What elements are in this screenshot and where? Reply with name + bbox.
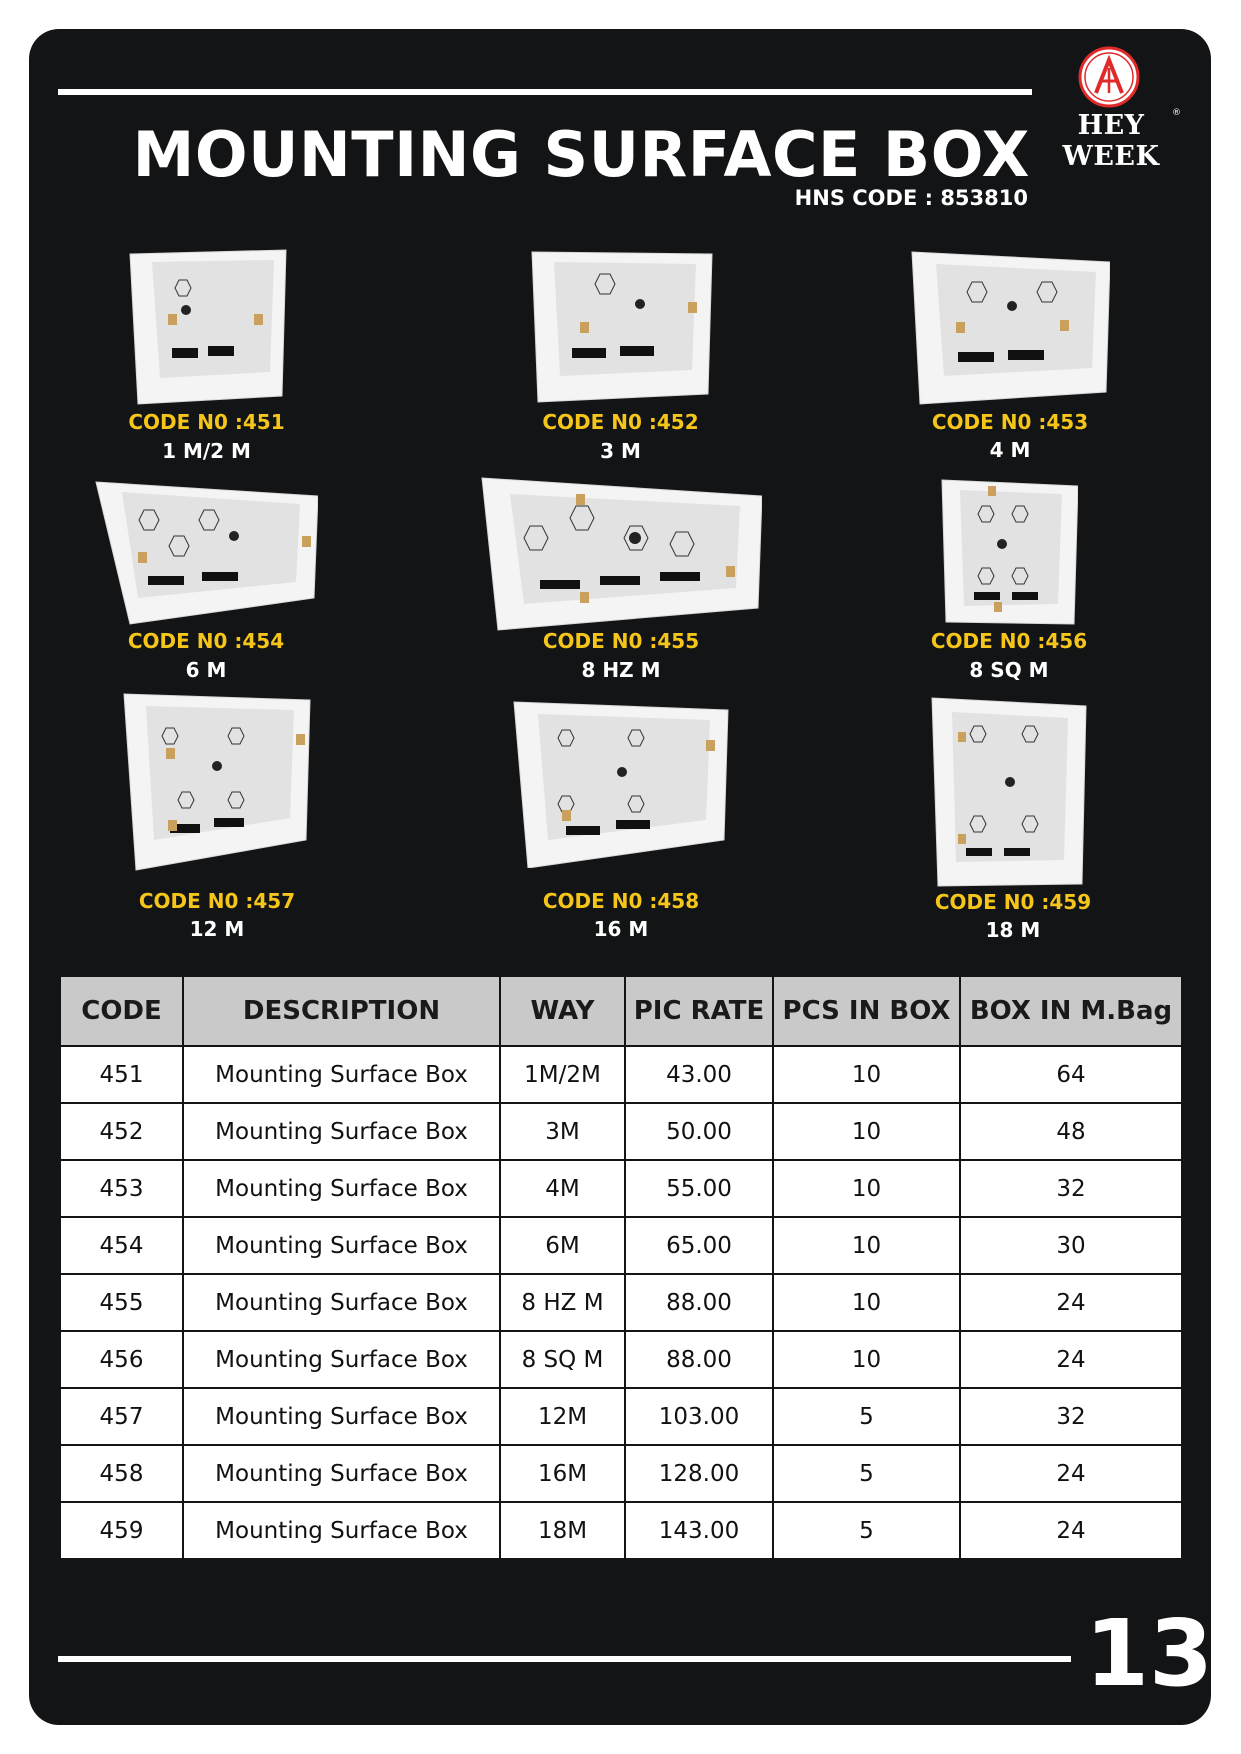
cell-code: 452 — [60, 1103, 183, 1160]
cell-pic-rate: 55.00 — [625, 1160, 773, 1217]
cell-pic-rate: 143.00 — [625, 1502, 773, 1559]
box-icon — [910, 248, 1110, 406]
cell-code: 456 — [60, 1331, 183, 1388]
cell-code: 457 — [60, 1388, 183, 1445]
product-size-458: 16 M — [593, 917, 649, 941]
cell-pcs-in-box: 10 — [773, 1046, 960, 1103]
cell-description: Mounting Surface Box — [183, 1046, 500, 1103]
cell-box-in-mbag: 30 — [960, 1217, 1182, 1274]
table-row — [60, 1445, 1182, 1502]
cell-pic-rate: 43.00 — [625, 1046, 773, 1103]
cell-way: 3M — [500, 1103, 625, 1160]
registered-mark: ® — [1172, 108, 1181, 118]
product-image-457 — [122, 692, 312, 872]
box-icon — [930, 696, 1088, 888]
product-code-453: CODE N0 :453 — [931, 410, 1089, 434]
product-code-454: CODE N0 :454 — [127, 629, 285, 653]
col-header-way: WAY — [500, 976, 625, 1046]
cell-pic-rate: 65.00 — [625, 1217, 773, 1274]
cell-box-in-mbag: 32 — [960, 1388, 1182, 1445]
cell-box-in-mbag: 32 — [960, 1160, 1182, 1217]
brand-logo-icon — [1078, 46, 1140, 108]
product-size-456: 8 SQ M — [969, 658, 1049, 682]
cell-description: Mounting Surface Box — [183, 1331, 500, 1388]
cell-pic-rate: 50.00 — [625, 1103, 773, 1160]
cell-description: Mounting Surface Box — [183, 1388, 500, 1445]
cell-pcs-in-box: 5 — [773, 1388, 960, 1445]
cell-code: 454 — [60, 1217, 183, 1274]
cell-box-in-mbag: 24 — [960, 1502, 1182, 1559]
cell-box-in-mbag: 24 — [960, 1445, 1182, 1502]
cell-way: 12M — [500, 1388, 625, 1445]
col-header-pic-rate: PIC RATE — [625, 976, 773, 1046]
cell-pcs-in-box: 10 — [773, 1331, 960, 1388]
product-size-452: 3 M — [600, 439, 641, 463]
cell-pic-rate: 88.00 — [625, 1274, 773, 1331]
product-image-454 — [94, 480, 318, 625]
cell-description: Mounting Surface Box — [183, 1103, 500, 1160]
box-icon — [124, 244, 289, 409]
col-header-box-in-mbag: BOX IN M.Bag — [960, 976, 1182, 1046]
cell-description: Mounting Surface Box — [183, 1217, 500, 1274]
cell-pic-rate: 103.00 — [625, 1388, 773, 1445]
product-image-451 — [124, 244, 289, 409]
product-code-456: CODE N0 :456 — [930, 629, 1088, 653]
bottom-divider — [58, 1656, 1071, 1662]
cell-code: 453 — [60, 1160, 183, 1217]
product-code-458: CODE N0 :458 — [542, 889, 700, 913]
cell-pcs-in-box: 5 — [773, 1445, 960, 1502]
product-image-453 — [910, 248, 1110, 406]
product-size-459: 18 M — [985, 918, 1041, 942]
table-row — [60, 1388, 1182, 1445]
product-image-456 — [940, 478, 1078, 626]
cell-pcs-in-box: 10 — [773, 1217, 960, 1274]
top-divider — [58, 89, 1032, 95]
cell-pic-rate: 88.00 — [625, 1331, 773, 1388]
cell-way: 8 SQ M — [500, 1331, 625, 1388]
cell-box-in-mbag: 48 — [960, 1103, 1182, 1160]
cell-way: 8 HZ M — [500, 1274, 625, 1331]
cell-pcs-in-box: 10 — [773, 1274, 960, 1331]
cell-description: Mounting Surface Box — [183, 1502, 500, 1559]
page-title: MOUNTING SURFACE BOX — [132, 118, 1030, 191]
product-code-452: CODE N0 :452 — [542, 410, 699, 434]
product-image-452 — [528, 244, 713, 409]
table-header-row — [60, 976, 1182, 1046]
cell-code: 458 — [60, 1445, 183, 1502]
cell-description: Mounting Surface Box — [183, 1274, 500, 1331]
cell-pic-rate: 128.00 — [625, 1445, 773, 1502]
product-size-454: 6 M — [185, 658, 227, 682]
cell-code: 451 — [60, 1046, 183, 1103]
page-number: 13 — [1085, 1600, 1214, 1707]
cell-box-in-mbag: 24 — [960, 1331, 1182, 1388]
product-code-459: CODE N0 :459 — [934, 890, 1092, 914]
table-row — [60, 1274, 1182, 1331]
cell-description: Mounting Surface Box — [183, 1160, 500, 1217]
cell-description: Mounting Surface Box — [183, 1445, 500, 1502]
product-code-455: CODE N0 :455 — [542, 629, 700, 653]
table-row — [60, 1160, 1182, 1217]
cell-way: 16M — [500, 1445, 625, 1502]
cell-way: 18M — [500, 1502, 625, 1559]
cell-code: 459 — [60, 1502, 183, 1559]
cell-code: 455 — [60, 1274, 183, 1331]
product-size-455: 8 HZ M — [581, 658, 661, 682]
cell-way: 6M — [500, 1217, 625, 1274]
product-image-458 — [512, 700, 730, 868]
cell-box-in-mbag: 24 — [960, 1274, 1182, 1331]
table-row — [60, 1331, 1182, 1388]
cell-way: 4M — [500, 1160, 625, 1217]
col-header-code: CODE — [60, 976, 183, 1046]
brand-name: HEY WEEK — [1062, 110, 1160, 172]
product-code-457: CODE N0 :457 — [138, 889, 296, 913]
box-icon — [122, 692, 312, 872]
col-header-description: DESCRIPTION — [183, 976, 500, 1046]
product-size-451: 1 M/2 M — [162, 439, 251, 463]
price-table — [59, 975, 1183, 1560]
cell-pcs-in-box: 10 — [773, 1103, 960, 1160]
col-header-pcs-in-box: PCS IN BOX — [773, 976, 960, 1046]
product-size-457: 12 M — [189, 917, 245, 941]
box-icon — [528, 244, 713, 409]
cell-pcs-in-box: 10 — [773, 1160, 960, 1217]
cell-pcs-in-box: 5 — [773, 1502, 960, 1559]
table-row — [60, 1046, 1182, 1103]
product-image-455 — [480, 476, 762, 631]
box-icon — [480, 476, 762, 631]
table-row — [60, 1502, 1182, 1559]
cell-way: 1M/2M — [500, 1046, 625, 1103]
product-image-459 — [930, 696, 1088, 888]
product-code-451: CODE N0 :451 — [128, 410, 285, 434]
table-row — [60, 1103, 1182, 1160]
hns-code: HNS CODE : 853810 — [794, 186, 1028, 210]
product-size-453: 4 M — [989, 438, 1031, 462]
box-icon — [94, 480, 318, 625]
brand-logo — [1040, 44, 1230, 172]
table-row — [60, 1217, 1182, 1274]
cell-box-in-mbag: 64 — [960, 1046, 1182, 1103]
box-icon — [512, 700, 730, 868]
box-icon — [940, 478, 1078, 626]
